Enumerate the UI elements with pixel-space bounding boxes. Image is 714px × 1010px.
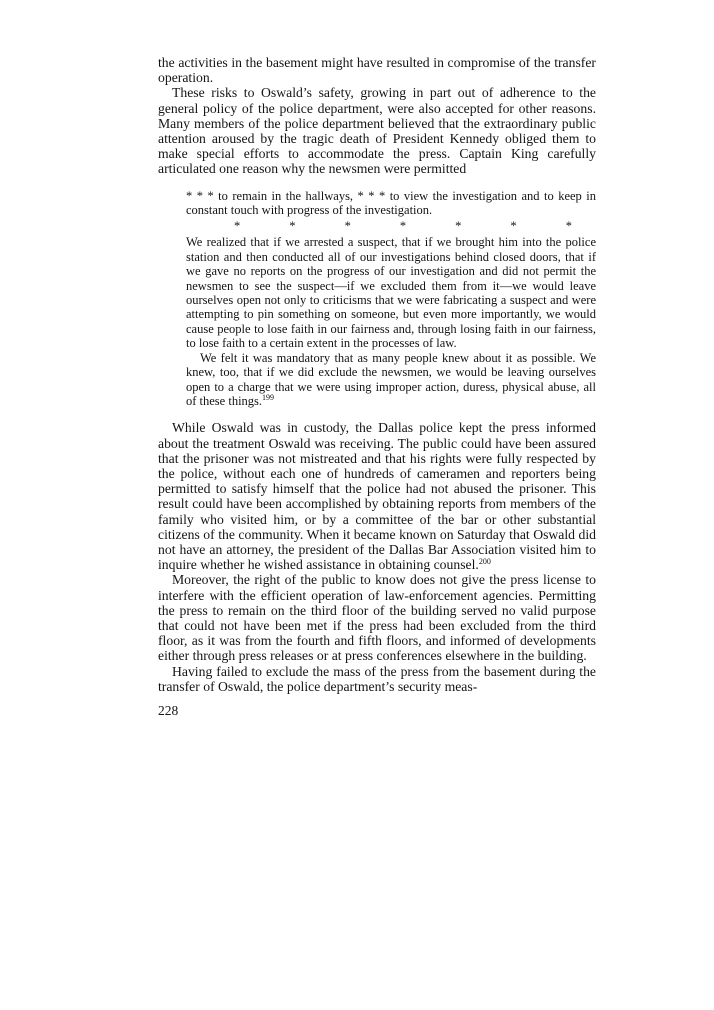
text-column [158,55,596,718]
star: * [344,219,351,234]
ellipsis-stars [234,219,572,233]
quote-text: We felt it was mandatory that as many people knew about it as possible. We knew, too, that if we did exclude the newsmen, we would be leaving ourselves open to a charge that we were using improper action, duress, physical abuse, all of these things. [186,350,596,408]
paragraph-custody [158,420,596,572]
spacer [158,408,596,420]
star: * [565,219,572,234]
quote-paragraph [186,351,596,409]
paragraph-moreover: Moreover, the right of the public to know does not give the press license to interfere with the efficient operation of law-enforcement agencies. Permitting the press to remain on the third floor of the building served no valid purpose that could not have been met if the press had been excluded from the third floor, as it was from the fourth and fifth floors, and informed of developments either through press releases or at press conferences elsewhere in the building. [158,572,596,664]
star: * [289,219,296,234]
paragraph-risks: These risks to Oswald’s safety, growing in part out of adherence to the general policy of the police department, were also accepted for other reasons. Many members of the police department believed that the extraordinary public attention aroused by the tragic death of President Kennedy obliged them to make special efforts to accommodate the press. Captain King carefully articulated one reason why the newsmen were permitted [158,85,596,177]
quote-opening: * * * to remain in the hallways, * * * to view the investigation and to keep in constant touch with progress of the investigation. [186,188,596,218]
quote-paragraph: We realized that if we arrested a suspect, that if we brought him into the police station and then conducted all of our investigations behind closed doors, that if we gave no reports on the progress of our investigation and did not permit the newsmen to see the suspect—if we excluded them from it—we would leave ourselves open not only to criticisms that we were fabricating a suspect and were attempting to pin something on someone, but even more importantly, we would cause people to lose faith in our fairness and, through losing faith in our fairness, to lose faith to a certain extent in the processes of law. [186,235,596,351]
paragraph-continuation: the activities in the basement might have resulted in compromise of the transfer operation. [158,55,596,86]
star: * [510,219,517,234]
block-quote [186,189,596,409]
footnote-marker: 199 [262,392,275,402]
star: * [399,219,407,234]
star: * [234,219,241,234]
paragraph-having-failed: Having failed to exclude the mass of the press from the basement during the transfer of Oswald, the police department’s security meas- [158,663,596,694]
star: * [455,219,462,234]
footnote-marker: 200 [478,557,491,567]
page-number: 228 [158,702,179,718]
paragraph-text: While Oswald was in custody, the Dallas police kept the press informed about the treatment Oswald was receiving. The public could have been assured that the prisoner was not mistreated and that his rights were fully respected by the police, without each one of hundreds of cameramen and reporters being permitted to satisfy himself that the police had not abused the prisoner. This result could have been accomplished by obtaining reports from members of the family who visited him, or by a committee of the bar or other substantial citizens of the community. When it became known on Saturday that Oswald did not have an attorney, the president of the Dallas Bar Association visited him to inquire whether he wished assistance in obtaining counsel. [158,420,596,573]
